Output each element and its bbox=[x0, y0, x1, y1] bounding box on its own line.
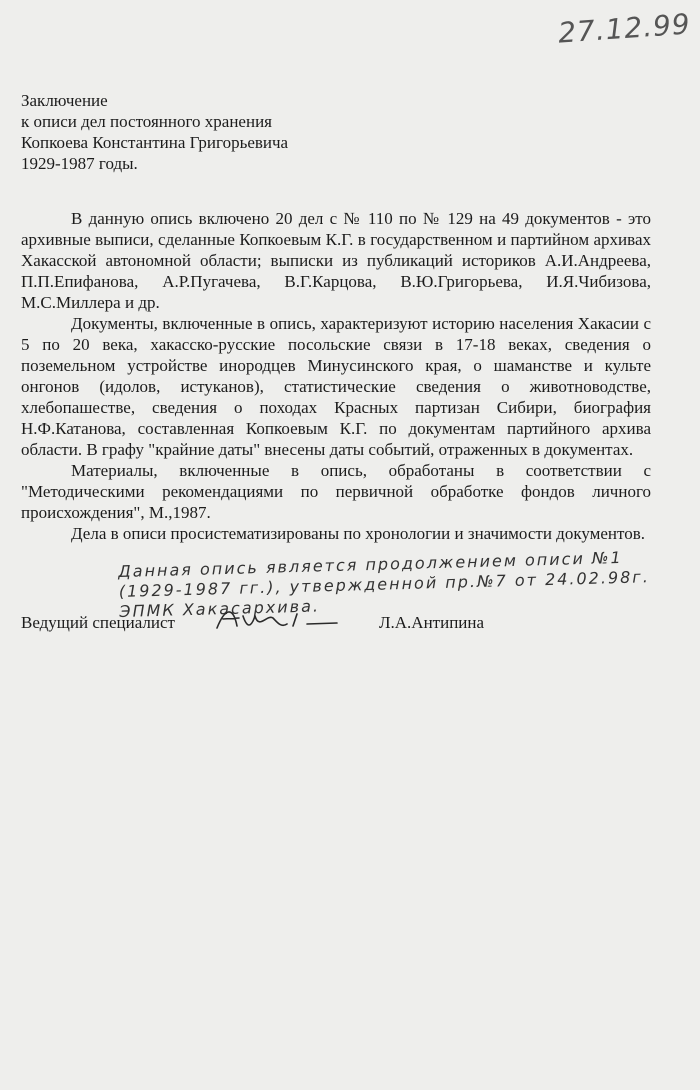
header-years: 1929-1987 годы. bbox=[21, 154, 138, 173]
paragraph-3: Материалы, включенные в опись, обработаны в соответствии с "Методическими рекомендациями по первичной обработке фондов личного происхождения", М.,1987. bbox=[21, 461, 651, 522]
signatory-title: Ведущий специалист bbox=[21, 613, 175, 632]
handwritten-signature bbox=[211, 604, 341, 636]
paragraph-1: В данную опись включено 20 дел с № 110 по № 129 на 49 документов - это архивные выписи, сделанные Копкоевым К.Г. в государственном и партийном архивах Хакасской автономной области; выписки из публикаций историков А.И.Андреева, П.П.Епифанова, А.Р.Пугачева, В.Г.Карцова, В.Ю.Григорьева, И.Я.Чибизова, М.С.Миллера и др. bbox=[21, 209, 651, 312]
handwritten-note: Данная опись является продолжением описи №1 (1929-1987 гг.), утвержденной пр.№7 от 24.02.98г. ЭПМК Хакасархива. bbox=[118, 547, 651, 621]
handwritten-date: 27.12.99 bbox=[557, 7, 692, 50]
document-header bbox=[21, 90, 288, 174]
paragraph-2: Документы, включенные в опись, характеризуют историю населения Хакасии с 5 по 20 века, хакасско-русские посольские связи в 17-18 веках, сведения о поземельном устройстве инородцев Минусинского края, о шаманстве и культе онгонов (идолов, истуканов), статистические сведения о животноводстве, хлебопашестве, сведения о походах Красных партизан Сибири, биография Н.Ф.Катанова, составленная Копкоевым К.Г. по документам партийного архива области. В графу "крайние даты" внесены даты событий, отраженных в документах. bbox=[21, 314, 651, 459]
header-subtitle: к описи дел постоянного хранения bbox=[21, 112, 272, 131]
document-body bbox=[21, 208, 651, 544]
header-title: Заключение bbox=[21, 91, 108, 110]
paragraph-4: Дела в описи просистематизированы по хронологии и значимости документов. bbox=[71, 524, 646, 543]
signatory-name: Л.А.Антипина bbox=[379, 613, 485, 632]
header-person: Копкоева Константина Григорьевича bbox=[21, 133, 289, 152]
